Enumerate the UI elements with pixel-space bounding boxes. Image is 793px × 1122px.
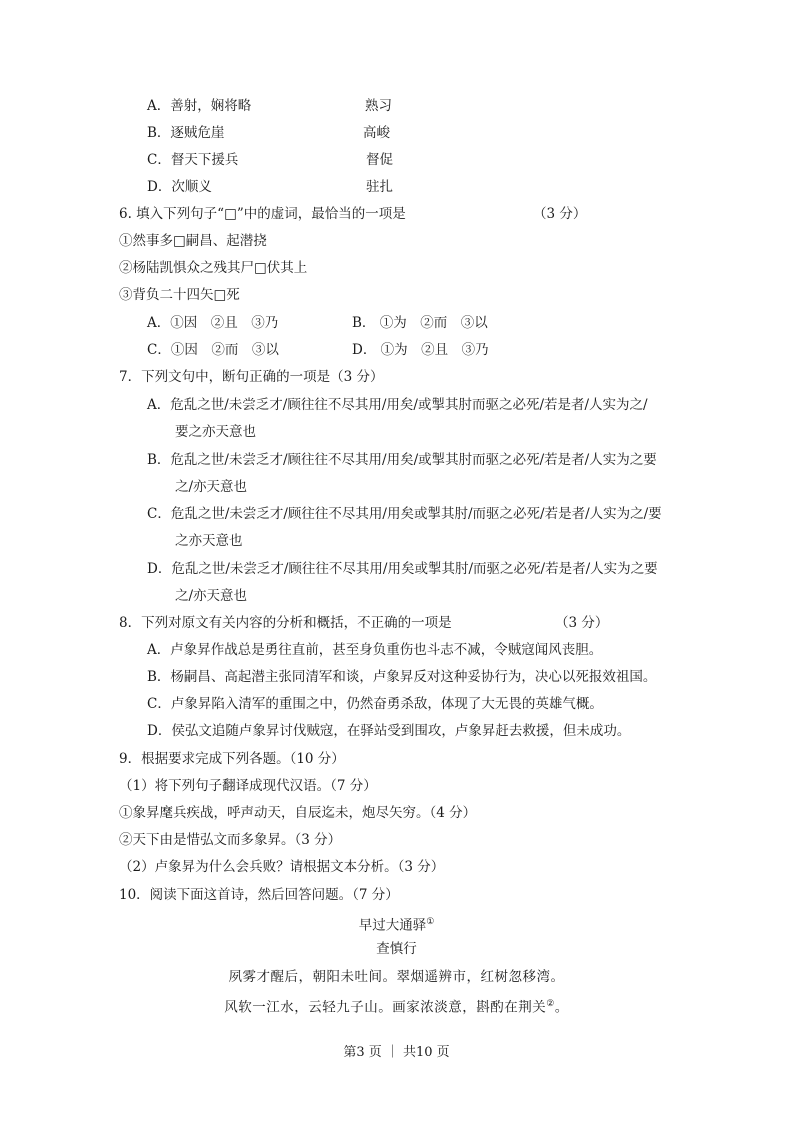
q5-option-d-meaning: 驻扎 — [366, 179, 393, 195]
q7-option-c: C．危乱之世/未尝乏才/顾往往不尽其用/用矣或掣其肘/而驱之必死/若是者/人实为之/要 — [147, 506, 662, 522]
q8-option-a: A．卢象昇作战总是勇往直前，甚至身负重伤也斗志不减，令贼寇闻风丧胆。 — [147, 642, 603, 658]
q5-option-d: D．次顺义 — [147, 179, 212, 195]
q6-sentence-1: ①然事多□嗣昌、起潜挠 — [119, 233, 267, 249]
q9-sentence-2: ②天下由是惜弘文而多象昇。（3 分） — [119, 832, 342, 848]
q9-sub2: （2）卢象昇为什么会兵败？请根据文本分析。（3 分） — [119, 859, 445, 875]
q7-stem: 7．下列文句中，断句正确的一项是（3 分） — [119, 369, 384, 385]
q8-option-b: B．杨嗣昌、高起潜主张同清军和谈，卢象昇反对这种妥协行为，决心以死报效祖国。 — [147, 669, 657, 685]
q9-stem: 9．根据要求完成下列各题。（10 分） — [119, 751, 345, 767]
q7-option-a-cont: 要之亦天意也 — [175, 424, 256, 440]
q6-option-a: A．①因 ②且 ③乃 — [147, 315, 279, 331]
poem-title — [0, 913, 793, 935]
q5-option-b: B．逐贼危崖 — [147, 125, 225, 141]
poem-line-2-note: ② — [546, 999, 555, 1009]
poem-title-note: ① — [426, 917, 435, 927]
poem-line-2-text: 风软一江水，云轻九子山。画家浓淡意，斟酌在荆关 — [224, 999, 547, 1016]
q10-stem: 10．阅读下面这首诗，然后回答问题。（7 分） — [119, 887, 399, 903]
poem-line-2 — [0, 995, 793, 1017]
q7-option-c-cont: 之亦天意也 — [175, 533, 243, 549]
q6-stem: 6. 填入下列句子“□”中的虚词，最恰当的一项是 — [119, 206, 406, 222]
q8-option-c: C．卢象昇陷入清军的重围之中，仍然奋勇杀敌，体现了大无畏的英雄气概。 — [147, 696, 603, 712]
q7-option-d: D．危乱之世/未尝乏才/顾往往不尽其用/用矣或掣其肘/而驱之必死/若是者/人实为之要 — [147, 561, 658, 577]
q7-option-a: A．危乱之世/未尝乏才/顾往往不尽其用/用矣/或掣其肘而驱之必死/若是者/人实为之/ — [147, 397, 648, 413]
poem-author: 查慎行 — [376, 941, 417, 957]
q6-option-b: B． ①为 ②而 ③以 — [352, 315, 488, 331]
q5-option-c: C．督天下援兵 — [147, 152, 239, 168]
q6-sentence-2: ②杨陆凯惧众之残其尸□伏其上 — [119, 260, 308, 276]
page-footer: 第3 页 ｜ 共10 页 — [343, 1045, 450, 1060]
q9-sub1: （1）将下列句子翻译成现代汉语。（7 分） — [119, 778, 377, 794]
q7-option-d-cont: 之/亦天意也 — [175, 588, 248, 604]
q8-option-d: D．侯弘文追随卢象昇讨伐贼寇，在驿站受到围攻，卢象昇赶去救援，但未成功。 — [147, 723, 631, 739]
q5-option-a-meaning: 熟习 — [365, 98, 392, 114]
poem-line-1: 夙雾才醒后，朝阳未吐间。翠烟遥辨市，红树忽移湾。 — [228, 969, 565, 985]
q8-score: （3 分） — [555, 615, 609, 631]
q6-score: （3 分） — [533, 206, 587, 222]
q5-option-b-meaning: 高峻 — [363, 125, 390, 141]
q8-stem: 8．下列对原文有关内容的分析和概括，不正确的一项是 — [119, 615, 452, 631]
q7-option-b-cont: 之/亦天意也 — [175, 479, 248, 495]
poem-title-text: 早过大通驿 — [358, 917, 427, 934]
q6-option-d: D． ①为 ②且 ③乃 — [352, 342, 489, 358]
q6-option-c: C．①因 ②而 ③以 — [147, 342, 279, 358]
q5-option-a: A．善射，娴将略 — [147, 98, 252, 114]
q7-option-b: B．危乱之世/未尝乏才/顾往往不尽其用/用矣/或掣其肘而驱之必死/若是者/人实为之要 — [147, 452, 657, 468]
poem-line-2-end: 。 — [554, 999, 569, 1016]
q9-sentence-1: ①象昇麾兵疾战，呼声动天，自辰迄未，炮尽矢穷。（4 分） — [119, 805, 477, 821]
q5-option-c-meaning: 督促 — [366, 152, 393, 168]
q6-sentence-3: ③背负二十四矢□死 — [119, 287, 240, 303]
